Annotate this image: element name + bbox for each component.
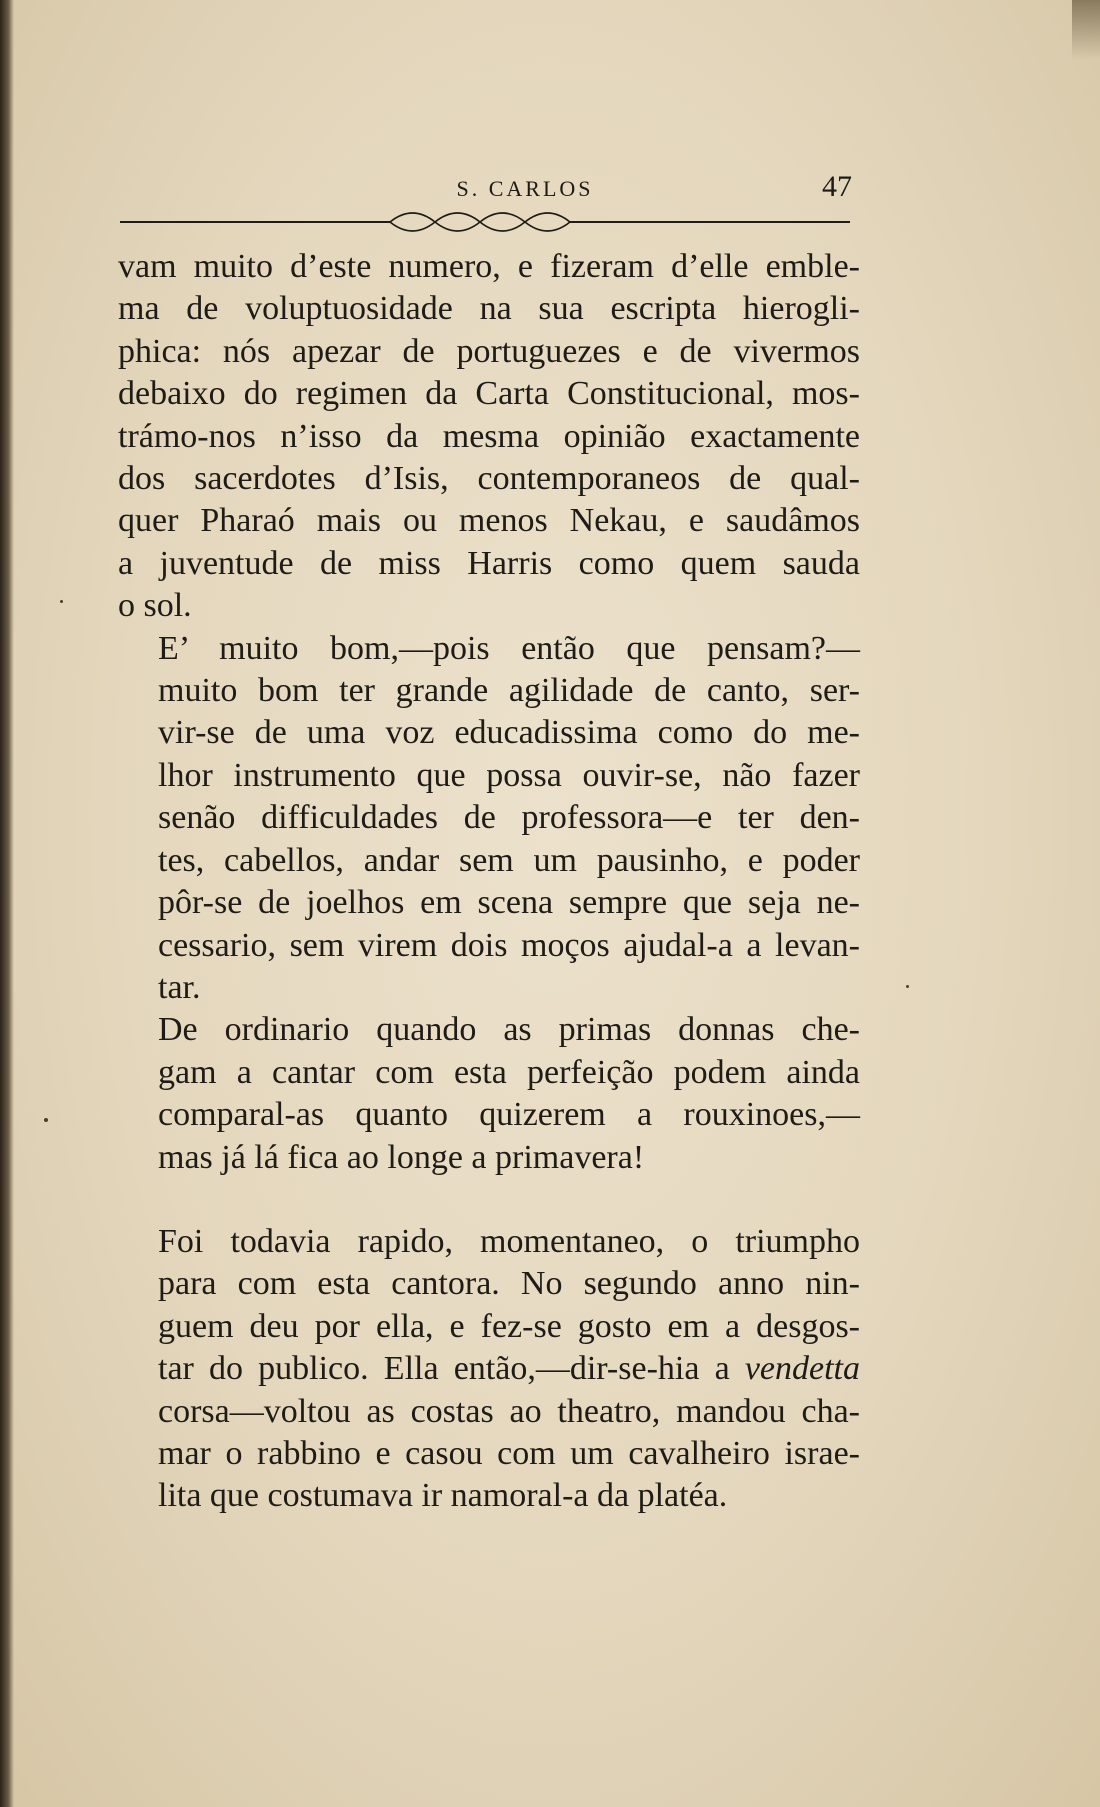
paragraph [118, 1221, 860, 1518]
text-line: tar. [158, 968, 201, 1006]
text-line: De ordinario quando as primas donnas che- [158, 1011, 860, 1049]
paragraph [118, 628, 860, 1010]
text-line: lita que costumava ir namoral-a da platéa. [158, 1477, 728, 1515]
paper-speck [60, 600, 63, 603]
paragraph [118, 1009, 860, 1179]
text-line: a juventude de miss Harris como quem sauda [118, 544, 860, 582]
text-line: o sol. [118, 587, 192, 625]
text-line: pôr-se de joelhos em scena sempre que seja ne- [158, 884, 860, 922]
text-line: corsa—voltou as costas ao theatro, mandou cha- [158, 1392, 860, 1430]
text-line: trámo-nos n’isso da mesma opinião exactamente [118, 417, 860, 455]
text-line: para com esta cantora. No segundo anno nin- [158, 1265, 860, 1303]
text-line: tes, cabellos, andar sem um pausinho, e poder [158, 841, 860, 879]
text-line: cessario, sem virem dois moços ajudal-a a levan- [158, 926, 860, 964]
text-line: tar do publico. Ella então,—dir-se-hia a vendetta [158, 1350, 860, 1388]
paper-speck [906, 985, 909, 988]
text-line: vir-se de uma voz educadissima como do me- [158, 714, 860, 752]
page-edge-shadow [1072, 0, 1100, 60]
text-line: phica: nós apezar de portuguezes e de vivermos [118, 332, 860, 370]
text-line: comparal-as quanto quizerem a rouxinoes,— [158, 1096, 860, 1134]
text-line: muito bom ter grande agilidade de canto, ser- [158, 672, 860, 710]
body-text [118, 246, 860, 1518]
text-line: mas já lá fica ao longe a primavera! [158, 1138, 645, 1176]
text-line: debaixo do regimen da Carta Constitucional, mos- [118, 375, 860, 413]
text-line: vam muito d’este numero, e fizeram d’elle emble- [118, 248, 860, 285]
text-line: lhor instrumento que possa ouvir-se, não fazer [158, 756, 860, 794]
text-line: senão difficuldades de professora—e ter den- [158, 799, 860, 837]
text-line: dos sacerdotes d’Isis, contemporaneos de qual- [118, 460, 860, 498]
text-line: ma de voluptuosidade na sua escripta hierogli- [118, 290, 860, 328]
page-number: 47 [822, 170, 852, 203]
paragraph [118, 246, 860, 628]
paper-speck [44, 1118, 48, 1122]
binding-shadow [0, 0, 14, 1807]
running-title: S. CARLOS [456, 176, 594, 201]
text-line: quer Pharaó mais ou menos Nekau, e saudâmos [118, 502, 860, 540]
text-line: mar o rabbino e casou com um cavalheiro israe- [158, 1434, 860, 1472]
text-line: Foi todavia rapido, momentaneo, o triumpho [158, 1222, 860, 1260]
running-head [120, 170, 850, 210]
header-ornament-rule [120, 208, 850, 236]
text-line: guem deu por ella, e fez-se gosto em a desgos- [158, 1307, 860, 1345]
text-line: E’ muito bom,—pois então que pensam?— [158, 629, 860, 667]
text-line: gam a cantar com esta perfeição podem ainda [158, 1053, 860, 1091]
